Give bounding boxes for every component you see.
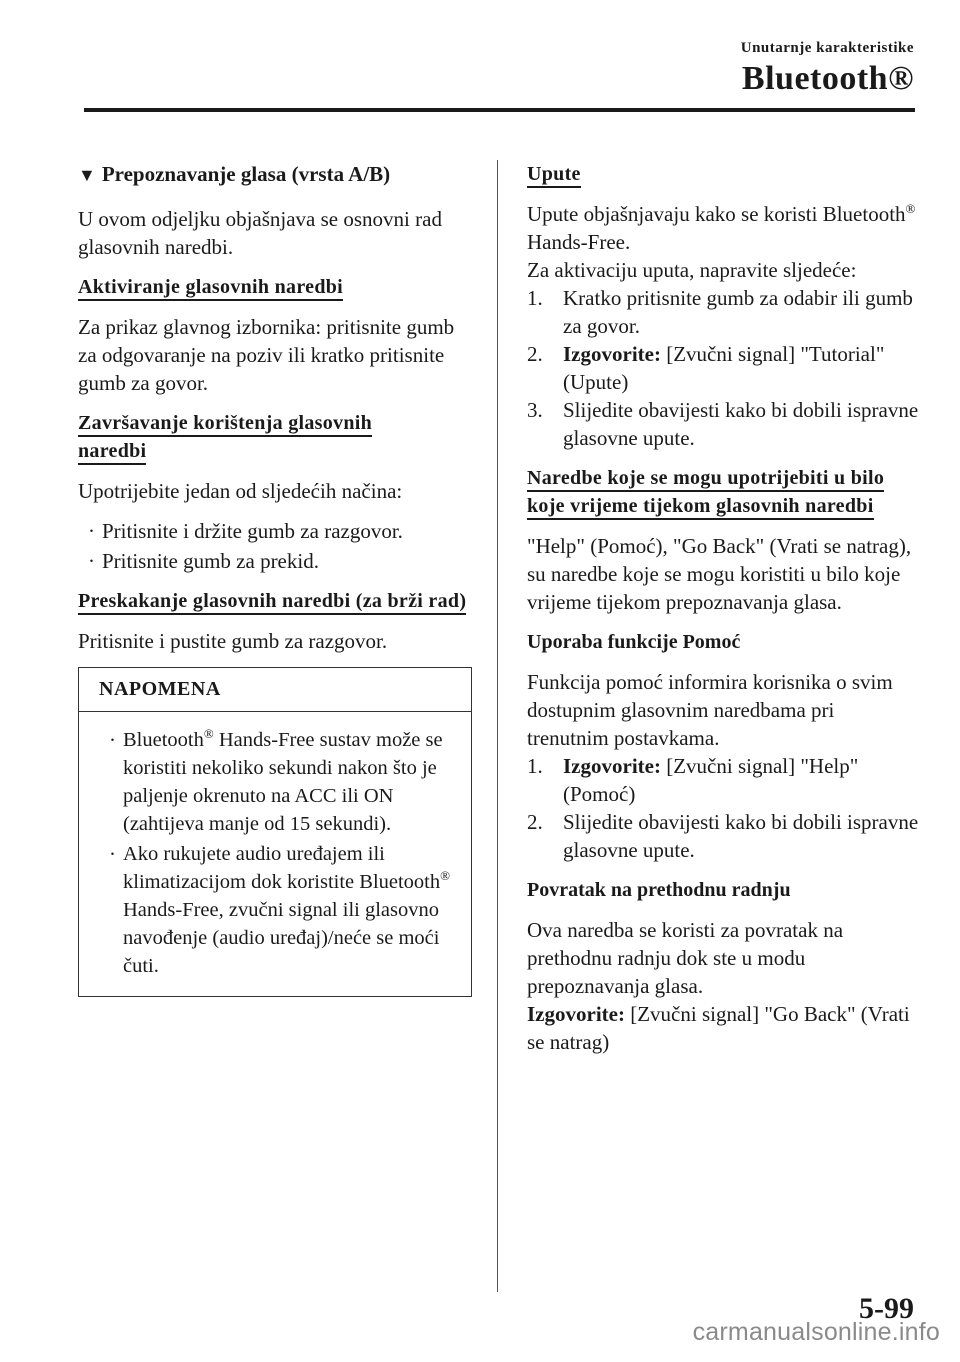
registered-mark: ® [440, 868, 451, 884]
end-heading: Završavanje korištenja glasovnih naredbi [78, 409, 408, 465]
section-heading-text: Prepoznavanje glasa (vrsta A/B) [101, 162, 391, 186]
triangle-marker-icon: ▼ [78, 165, 96, 185]
list-item: 2. Izgovorite: [Zvučni signal] "Tutorial" (Upute) [527, 342, 885, 394]
help-paragraph: Funkcija pomoć informira korisnika o svim dostupnim glasovnim naredbama pri trenutnim postavkama. [527, 670, 893, 750]
back-heading: Povratak na prethodnu radnju [527, 879, 791, 901]
end-paragraph: Upotrijebite jedan od sljedećih načina: [78, 479, 403, 503]
anytime-paragraph: "Help" (Pomoć), "Go Back" (Vrati se natrag), su naredbe koje se mogu koristiti u bilo koje vrijeme tijekom prepoznavanja glasa. [527, 534, 912, 614]
help-steps-list [527, 752, 919, 864]
end-options-list [78, 517, 470, 575]
note-list [99, 726, 453, 980]
bullet-icon: · [88, 519, 95, 543]
list-item: 1. Kratko pritisnite gumb za odabir ili gumb za govor. [527, 286, 913, 338]
bullet-icon: · [88, 549, 95, 573]
page-number: 5-99 [859, 1292, 914, 1325]
activate-heading: Aktiviranje glasovnih naredbi [78, 273, 470, 301]
list-item: 1. Izgovorite: [Zvučni signal] "Help" (Pomoć) [527, 754, 859, 806]
skip-heading: Preskakanje glasovnih naredbi (za brži rad) [78, 587, 470, 615]
registered-mark: ® [888, 60, 914, 97]
registered-mark: ® [203, 726, 214, 742]
section-heading [78, 160, 470, 189]
anytime-heading: Naredbe koje se mogu upotrijebiti u bilo koje vrijeme tijekom glasovnih naredbi [527, 464, 897, 520]
list-item: 3. Slijedite obavijesti kako bi dobili ispravne glasovne upute. [527, 398, 919, 450]
left-column [78, 160, 470, 997]
bullet-icon: · [109, 842, 116, 866]
list-item: · Pritisnite i držite gumb za razgovor. [88, 519, 403, 543]
watermark: carmanualsonline.info [692, 1318, 940, 1346]
tutorial-activation: Za aktivaciju uputa, napravite sljedeće: [527, 258, 857, 282]
tutorial-heading: Upute [527, 160, 919, 188]
list-item: 2. Slijedite obavijesti kako bi dobili ispravne glasovne upute. [527, 810, 919, 862]
help-heading: Uporaba funkcije Pomoć [527, 631, 741, 653]
list-item: · Bluetooth® Hands-Free sustav može se koristiti nekoliko sekundi nakon što je paljenje okrenuto na ACC ili ON (zahtijeva manje od 15 sekundi). [109, 726, 443, 835]
back-paragraph: Ova naredba se koristi za povratak na prethodnu radnju dok ste u modu prepoznavanja glasa. [527, 918, 844, 998]
activate-paragraph: Za prikaz glavnog izbornika: pritisnite gumb za odgovaranje na poziv ili kratko pritisnite gumb za govor. [78, 315, 455, 395]
skip-paragraph: Pritisnite i pustite gumb za razgovor. [78, 629, 388, 653]
note-body [79, 712, 471, 996]
list-item: · Pritisnite gumb za prekid. [88, 549, 319, 573]
header-section-label: Unutarnje karakteristike [740, 40, 914, 56]
intro-paragraph: U ovom odjeljku objašnjava se osnovni rad glasovnih naredbi. [78, 207, 442, 259]
registered-mark: ® [905, 201, 916, 216]
header-rule [84, 108, 915, 112]
header-title-text: Bluetooth [741, 60, 889, 97]
tutorial-paragraph: Upute objašnjavaju kako se koristi Bluetooth® Hands-Free. [527, 201, 916, 254]
column-divider [497, 160, 498, 1292]
right-column [527, 160, 919, 1068]
tutorial-steps-list [527, 284, 919, 452]
note-box [78, 667, 472, 997]
list-item: · Ako rukujete audio uređajem ili klimatizacijom dok koristite Bluetooth® Hands-Free, zvučni signal ili glasovno navođenje (audio uređaj)/neće se moći čuti. [109, 842, 451, 977]
back-say-paragraph: Izgovorite: [Zvučni signal] "Go Back" (Vrati se natrag) [527, 1002, 910, 1054]
header-title [742, 60, 914, 98]
bullet-icon: · [109, 728, 116, 752]
note-title: NAPOMENA [79, 668, 471, 712]
